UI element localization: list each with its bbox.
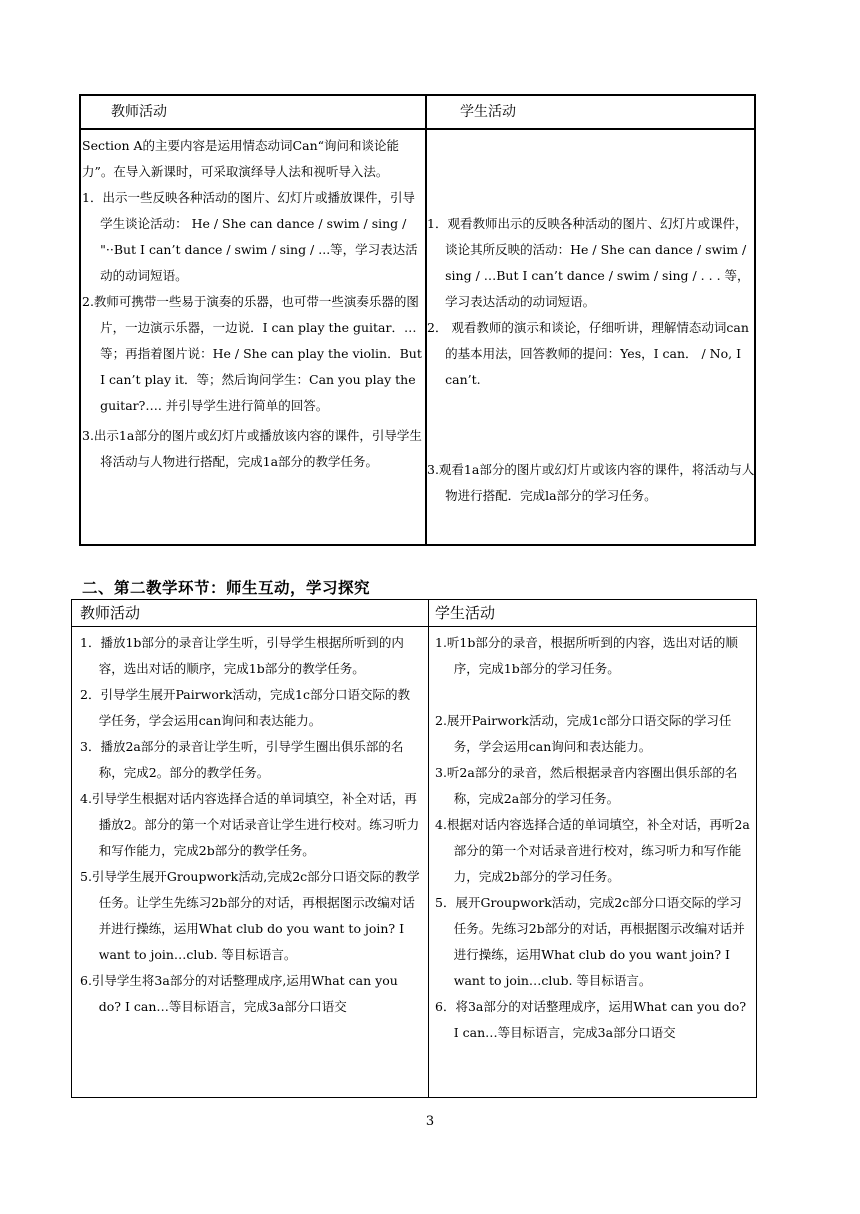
teacher-activity-cell — [82, 133, 424, 475]
student-item: 2.展开Pairwork活动，完成1c部分口语交际的学习任务，学会运用can询问和表达能力。 — [435, 713, 732, 754]
header-teacher-activity: 教师活动 — [80, 604, 141, 622]
header-student-activity: 学生活动 — [435, 604, 496, 622]
student-item: 2． 观看教师的演示和谈论，仔细听讲，理解情态动词can的基本用法，回答教师的提问：Yes，I can． / No, I can’t. — [427, 320, 749, 387]
teacher-item: 4.引导学生根据对话内容选择合适的单词填空，补全对话，再播放2。部分的第一个对话录音让学生进行校对。练习听力和写作能力，完成2b部分的教学任务。 — [80, 791, 420, 858]
teacher-intro-text: Section A的主要内容是运用情态动词Can“询问和谈论能力”。在导入新课时，可采取演绎导人法和视听导入法。 — [82, 138, 400, 179]
student-item: 5．展开Groupwork活动，完成2c部分口语交际的学习任务。先练习2b部分的对话，再根据图示改编对话并进行操练，运用What club do you want join? I want to join…club. 等目标语言。 — [435, 895, 745, 988]
teacher-item: 2．引导学生展开Pairwork活动，完成1c部分口语交际的教学任务，学会运用can询问和表达能力。 — [80, 687, 410, 728]
page-number: 3 — [425, 1114, 435, 1129]
student-item: 1.听1b部分的录音，根据所听到的内容，选出对话的顺序，完成1b部分的学习任务。 — [435, 635, 738, 676]
teacher-item: 3.出示1a部分的图片或幻灯片或播放该内容的课件，引导学生将活动与人物进行搭配，完成1a部分的教学任务。 — [82, 428, 422, 469]
teacher-item: 1．出示一些反映各种活动的图片、幻灯片或播放课件，引导学生谈论活动： He / She can dance / swim / sing / "··But I can’t dance / swim / sing / ...等，学习表达活动的动词短语。 — [82, 190, 418, 283]
header-teacher-activity: 教师活动 — [111, 104, 167, 120]
teaching-table-1 — [79, 94, 756, 546]
student-item: 3.听2a部分的录音，然后根据录音内容圈出俱乐部的名称，完成2a部分的学习任务。 — [435, 765, 738, 806]
student-item: 4.根据对话内容选择合适的单词填空，补全对话，再听2a部分的第一个对话录音进行校对，练习听力和写作能力，完成2b部分的学习任务。 — [435, 817, 750, 884]
student-item: 3.观看1a部分的图片或幻灯片或该内容的课件，将活动与人物进行搭配．完成la部分的学习任务。 — [427, 462, 755, 503]
section-heading: 二、第二教学环节：师生互动，学习探究 — [82, 579, 371, 597]
teacher-item: 1．播放1b部分的录音让学生听，引导学生根据所听到的内容，选出对话的顺序，完成1b部分的教学任务。 — [80, 635, 404, 676]
teacher-item: 5.引导学生展开Groupwork活动,完成2c部分口语交际的教学任务。让学生先练习2b部分的对话，再根据图示改编对话并进行操练，运用What club do you want to join? I want to join…club. 等目标语言。 — [80, 869, 420, 962]
teacher-activity-cell — [80, 630, 420, 1020]
teacher-item: 2.教师可携带一些易于演奏的乐器，也可带一些演奏乐器的图片，一边演示乐器，一边说．I can play the guitar．…等；再指着图片说：He / She can play the violin．But I can’t play it．等；然后询问学生：Can you play the guitar?…. 并引导学生进行简单的回答。 — [82, 294, 422, 413]
teaching-table-2 — [71, 599, 757, 1098]
header-divider — [72, 626, 756, 627]
teacher-item: 6.引导学生将3a部分的对话整理成序,运用What can you do? I can…等目标语言，完成3a部分口语交 — [80, 973, 398, 1014]
student-activity-cell — [435, 630, 753, 1046]
column-divider — [428, 600, 429, 1097]
header-student-activity: 学生活动 — [460, 104, 516, 120]
teacher-item: 3．播放2a部分的录音让学生听，引导学生圈出俱乐部的名称，完成2。部分的教学任务。 — [80, 739, 404, 780]
student-activity-cell — [427, 133, 756, 509]
student-item: 6．将3a部分的对话整理成序，运用What can you do? I can…等目标语言，完成3a部分口语交 — [435, 999, 747, 1040]
student-item: 1．观看教师出示的反映各种活动的图片、幻灯片或课件，谈论其所反映的活动：He / She can dance / swim / sing / …But I can’t dance / swim / sing / . . . 等，学习表达活动的动词短语。 — [427, 216, 750, 309]
header-divider — [81, 128, 754, 130]
